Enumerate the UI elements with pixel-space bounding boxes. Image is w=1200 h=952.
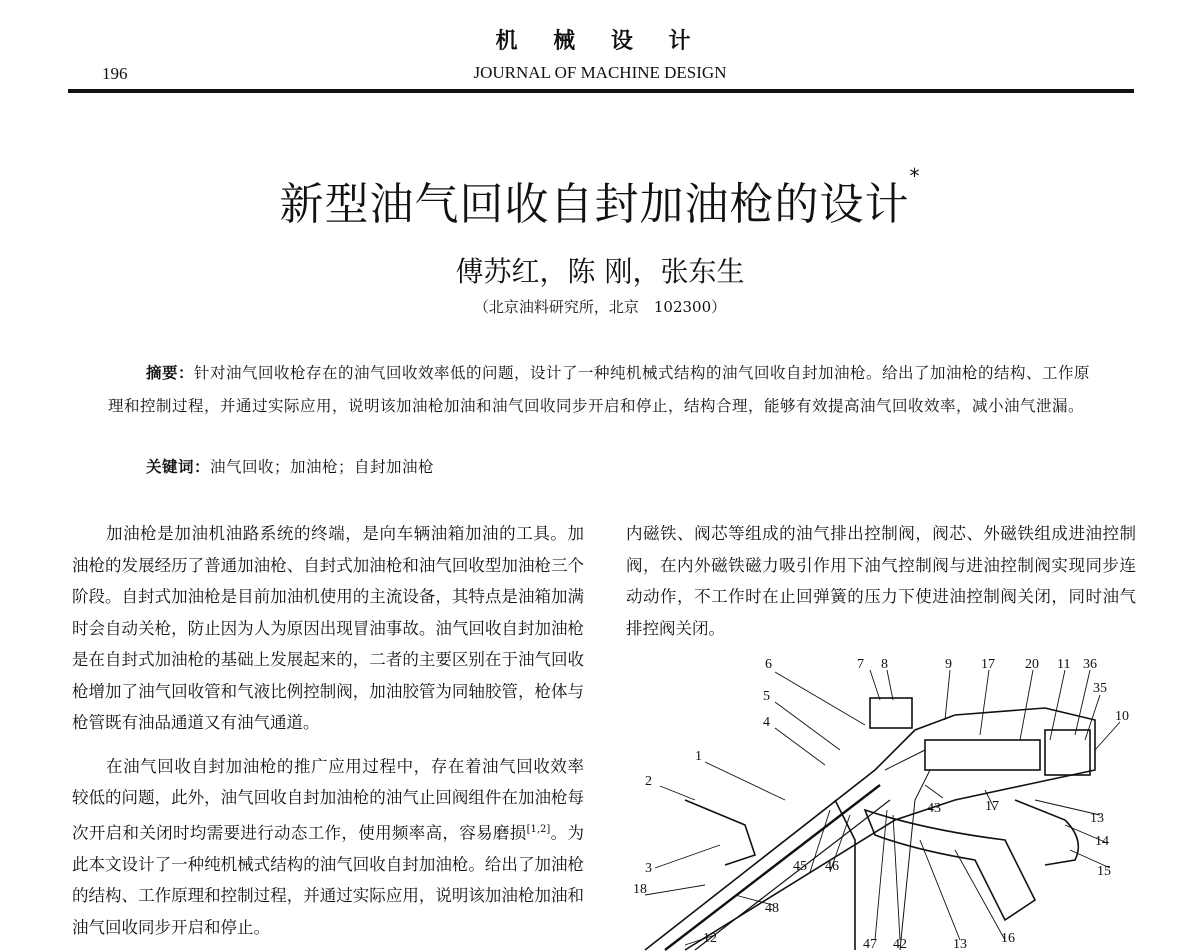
body-paragraph (72, 751, 584, 944)
fig-label: 18 (633, 882, 647, 897)
journal-name-en: JOURNAL OF MACHINE DESIGN (473, 63, 727, 82)
fig-label: 7 (857, 657, 864, 672)
fig-label: 46 (825, 859, 839, 874)
nozzle-drawing (645, 698, 1095, 950)
fig-label: 43 (927, 801, 941, 816)
keywords (146, 455, 434, 477)
paragraph-text: 在油气回收自封加油枪的推广应用过程中，存在着油气回收效率较低的问题，此外，油气回收自封加油枪的油气止回阀组件在加油枪每次开启和关闭时均需要进行动态工作，使用频率高，容易磨损 (72, 756, 584, 842)
fig-label: 8 (881, 657, 888, 672)
body-paragraph: 内磁铁、阀芯等组成的油气排出控制阀，阀芯、外磁铁组成进油控制阀，在内外磁铁磁力吸引作用下油气控制阀与进油控制阀实现同步连动动作，不工作时在止回弹簧的压力下使进油控制阀关闭，同时油气排控阀关闭。 (626, 524, 1136, 638)
fig-label: 47 (863, 937, 877, 952)
fig-label: 13 (1090, 811, 1104, 826)
fig-label: 36 (1083, 657, 1097, 672)
keywords-label: 关键词： (146, 457, 211, 476)
fig-label: 42 (893, 937, 907, 952)
fig-label: 9 (945, 657, 952, 672)
keywords-text: 油气回收；加油枪；自封加油枪 (210, 458, 435, 476)
fig-label: 1 (695, 749, 702, 764)
fig-label: 12 (703, 931, 717, 946)
citation-ref: [1,2] (526, 823, 551, 835)
nozzle-diagram (625, 650, 1170, 952)
fig-label: 14 (1095, 834, 1109, 849)
page-number: 196 (102, 64, 128, 83)
fig-label: 15 (1097, 864, 1111, 879)
fig-label: 16 (1001, 931, 1015, 946)
abstract-text: 针对油气回收枪存在的油气回收效率低的问题，设计了一种纯机械式结构的油气回收自封加油枪。给出了加油枪的结构、工作原理和控制过程，并通过实际应用，说明该加油枪加油和油气回收同步开启和停止，结构合理，能够有效提高油气回收效率，减小油气泄漏。 (108, 364, 1091, 415)
authors: 傅苏红，陈 刚，张东生 (455, 255, 745, 288)
paragraph-text: 。为此本文设计了一种纯机械式结构的油气回收自封加油枪。给出了加油枪的结构、工作原理和控制过程，并通过实际应用，说明该加油枪加油和油气回收同步开启和停止。 (72, 823, 585, 937)
title-text: 新型油气回收自封加油枪的设计 (279, 179, 910, 230)
fig-label: 6 (765, 657, 772, 672)
fig-label: 5 (763, 689, 770, 704)
abstract (108, 356, 1098, 423)
fig-label: 10 (1115, 709, 1129, 724)
fig-label: 48 (765, 901, 779, 916)
fig-label: 13 (953, 937, 967, 952)
fig-label: 45 (793, 859, 807, 874)
body-right-column (626, 518, 1136, 644)
fig-label: 20 (1025, 657, 1039, 672)
article-title (0, 164, 1200, 232)
fig-label: 11 (1057, 657, 1071, 672)
journal-name-cn: 机 械 设 计 (495, 28, 705, 54)
fig-label: 17 (981, 657, 995, 672)
header-rule (68, 89, 1134, 93)
fig-label: 17 (985, 799, 999, 814)
body-paragraph: 加油枪是加油机油路系统的终端，是向车辆油箱加油的工具。加油枪的发展经历了普通加油枪、自封式加油枪和油气回收型加油枪三个阶段。自封式加油枪是目前加油机使用的主流设备，其特点是油箱加满时会自动关枪，防止因为人为原因出现冒油事故。油气回收自封加油枪是在自封式加油枪的基础上发展起来的，二者的主要区别在于油气回收枪增加了油气回收管和气液比例控制阀，加油胶管为同轴胶管，枪体与枪管既有油品通道又有油气通道。 (72, 524, 584, 732)
fig-label: 2 (645, 774, 652, 789)
abstract-label: 摘要： (146, 363, 195, 382)
affiliation: （北京油料研究所，北京 102300） (473, 298, 727, 316)
leader-lines (645, 670, 1120, 945)
fig-label: 4 (763, 715, 770, 730)
title-footnote-mark: * (909, 164, 921, 188)
body-left-column (72, 518, 584, 943)
fig-label: 3 (645, 861, 652, 876)
fig-label: 35 (1093, 681, 1107, 696)
